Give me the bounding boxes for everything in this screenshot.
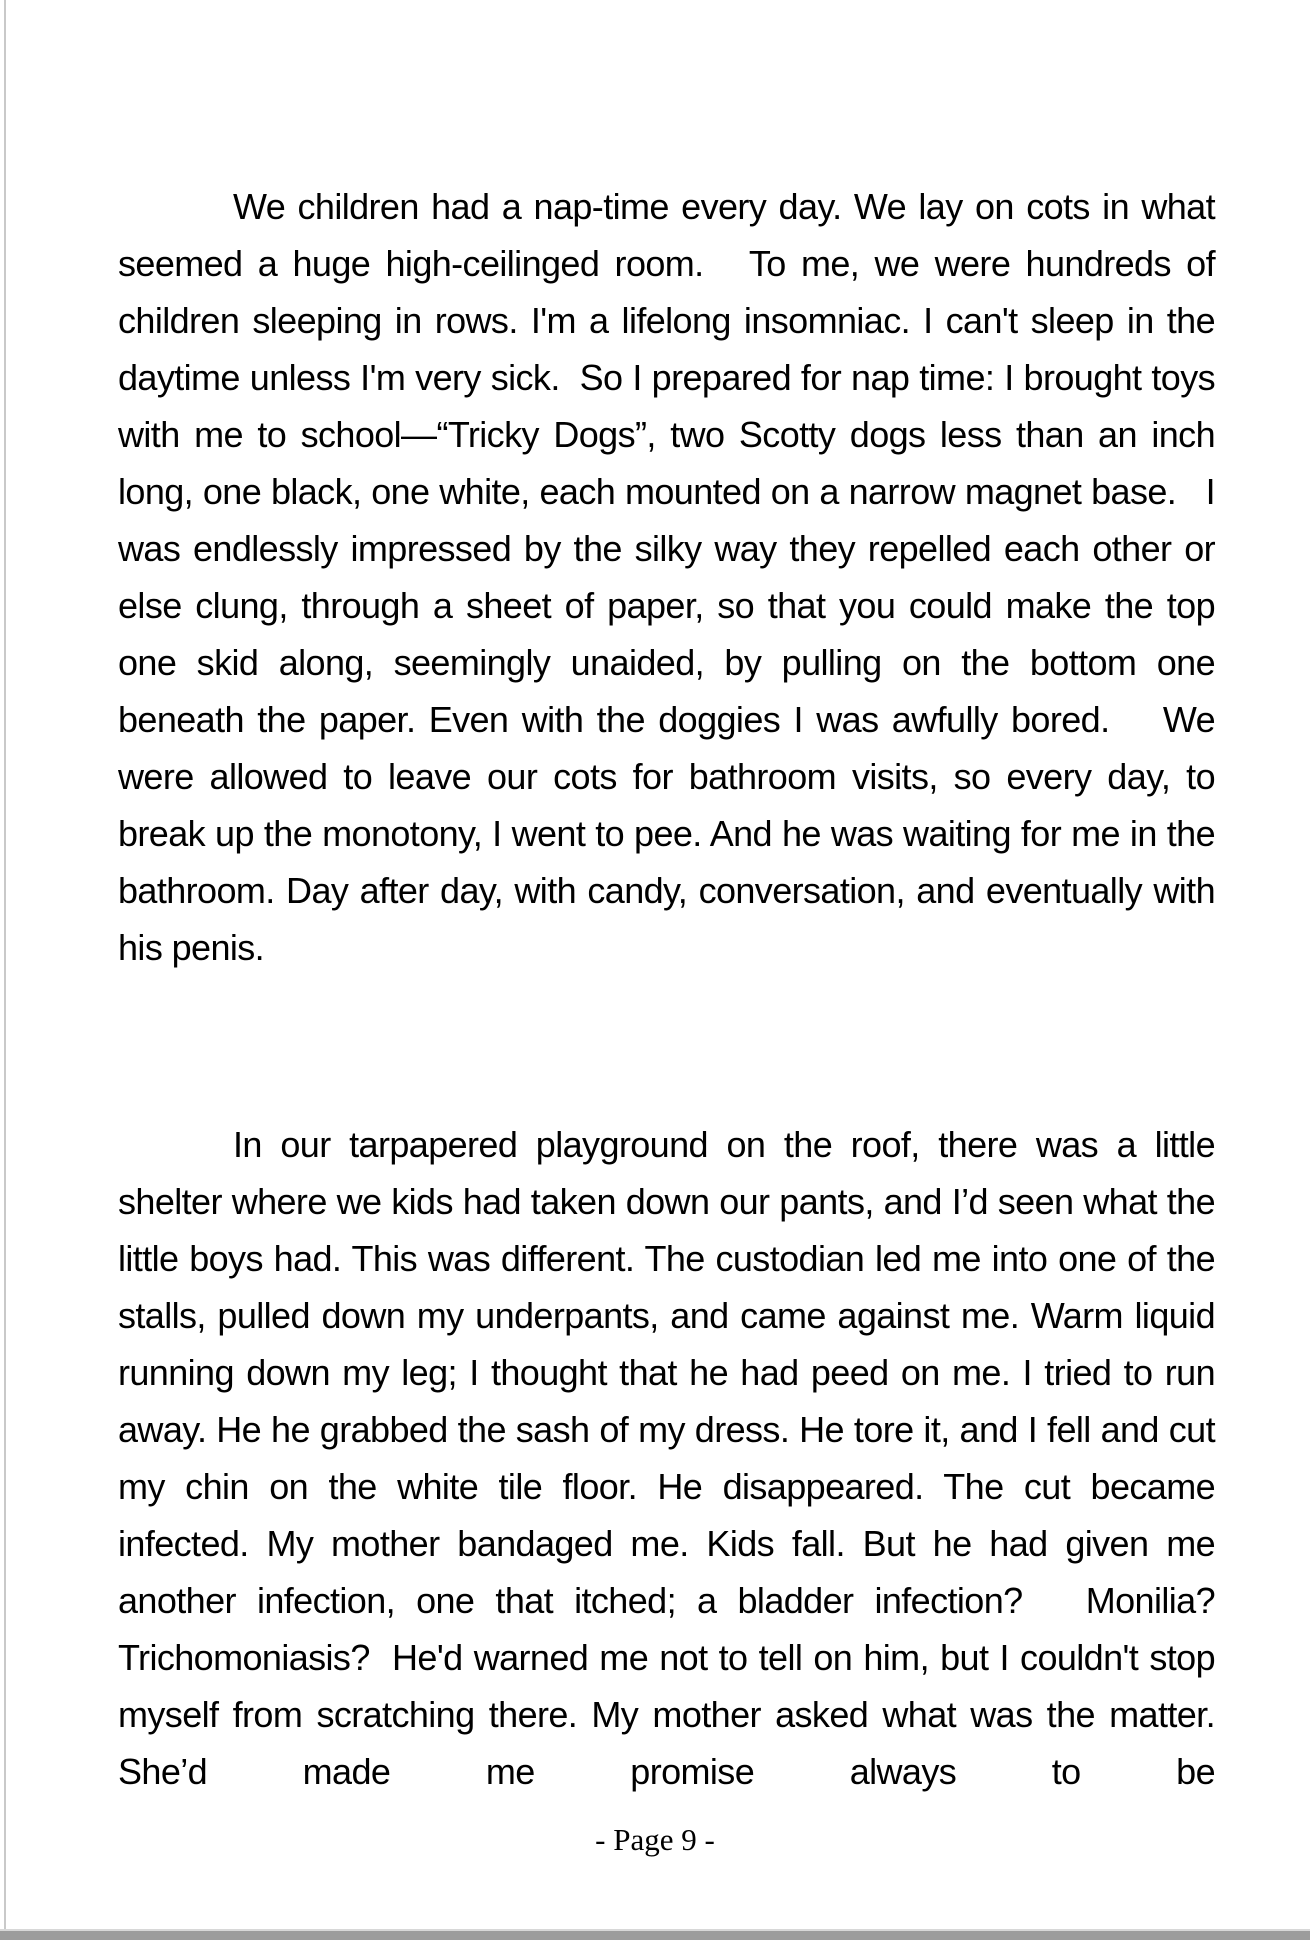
- page-body-text: [118, 64, 1234, 1914]
- window-left-border: [4, 0, 6, 1930]
- horizontal-scrollbar[interactable]: [0, 1929, 1310, 1940]
- body-paragraph-2: In our tarpapered playground on the roof, there was a little shelter where we kids had taken down our pants, and I’d seen what the little boys had. This was different. The custodian led me into one of the stalls, pulled down my underpants, and came against me. Warm liquid running down my leg; I thought that he had peed on me. I tried to run away. He he grabbed the sash of my dress. He tore it, and I fell and cut my chin on the white tile floor. He disappeared. The cut became infected. My mother bandaged me. Kids fall. But he had given me another infection, one that itched; a bladder infection? Monilia? Trichomoniasis? He'd warned me not to tell on him, but I couldn't stop myself from scratching there. My mother asked what was the matter. She’d made me promise always to be: [118, 1124, 1234, 1792]
- body-paragraph-1: We children had a nap-time every day. We lay on cots in what seemed a huge high-ceilinged room. To me, we were hundreds of children sleeping in rows. I'm a lifelong insomniac. I can't sleep in the daytime unless I'm very sick. So I prepared for nap time: I brought toys with me to school—“Tricky Dogs”, two Scotty dogs less than an inch long, one black, one white, each mounted on a narrow magnet base. I was endlessly impressed by the silky way they repelled each other or else clung, through a sheet of paper, so that you could make the top one skid along, seemingly unaided, by pulling on the bottom one beneath the paper. Even with the doggies I was awfully bored. We were allowed to leave our cots for bathroom visits, so every day, to break up the monotony, I went to pee. And he was waiting for me in the bathroom. Day after day, with candy, conversation, and eventually with his penis.: [118, 186, 1225, 968]
- page-number: - Page 9 -: [595, 1822, 715, 1857]
